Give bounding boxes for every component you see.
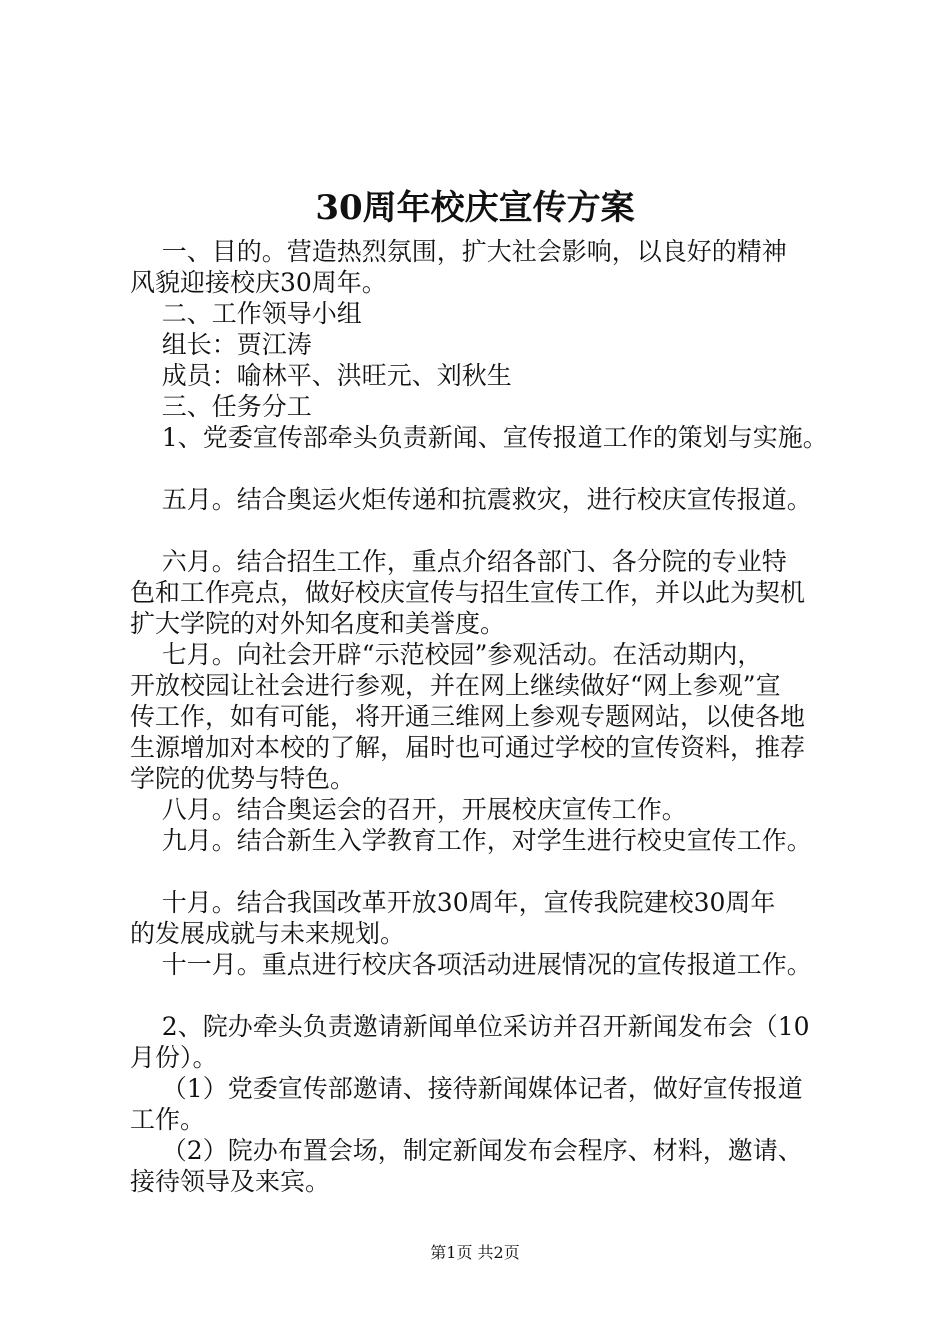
paragraph-line: 九月。结合新生入学教育工作，对学生进行校史宣传工作。 bbox=[130, 826, 812, 855]
paragraph-line: 生源增加对本校的了解，届时也可通过学校的宣传资料，推荐 bbox=[130, 733, 806, 762]
paragraph-line: 组长：贾江涛 bbox=[130, 330, 312, 359]
paragraph-line: 接待领导及来宾。 bbox=[130, 1167, 331, 1196]
paragraph-line: （2）院办布置会场，制定新闻发布会程序、材料，邀请、 bbox=[130, 1136, 803, 1165]
blank-line bbox=[130, 515, 846, 546]
paragraph-line: 成员：喻林平、洪旺元、刘秋生 bbox=[130, 361, 512, 390]
paragraph-line: 三、任务分工 bbox=[130, 392, 312, 421]
paragraph-line: 六月。结合招生工作，重点介绍各部门、各分院的专业特 bbox=[130, 547, 787, 576]
paragraph-line: 扩大学院的对外知名度和美誉度。 bbox=[130, 609, 506, 638]
paragraph-line: 工作。 bbox=[130, 1105, 206, 1134]
paragraph-line: 五月。结合奥运火炬传递和抗震救灾，进行校庆宣传报道。 bbox=[130, 485, 812, 514]
blank-line bbox=[130, 453, 846, 484]
blank-line bbox=[130, 856, 846, 887]
paragraph-line: 2、院办牵头负责邀请新闻单位采访并召开新闻发布会（10 bbox=[130, 1012, 810, 1041]
paragraph-line: 八月。结合奥运会的召开，开展校庆宣传工作。 bbox=[130, 795, 687, 824]
paragraph-line: 开放校园让社会进行参观，并在网上继续做好“网上参观”宣 bbox=[130, 671, 781, 700]
paragraph-line: 1、党委宣传部牵头负责新闻、宣传报道工作的策划与实施。 bbox=[130, 423, 828, 452]
paragraph-line: 传工作，如有可能，将开通三维网上参观专题网站，以使各地 bbox=[130, 702, 806, 731]
paragraph-line: 学院的优势与特色。 bbox=[130, 764, 356, 793]
paragraph-line: （1）党委宣传部邀请、接待新闻媒体记者，做好宣传报道 bbox=[130, 1074, 803, 1103]
paragraph-line: 十一月。重点进行校庆各项活动进展情况的宣传报道工作。 bbox=[130, 950, 812, 979]
paragraph-line: 色和工作亮点，做好校庆宣传与招生宣传工作，并以此为契机 bbox=[130, 578, 806, 607]
paragraph-line: 的发展成就与未来规划。 bbox=[130, 919, 406, 948]
paragraph-line: 七月。向社会开辟“示范校园”参观活动。在活动期内， bbox=[130, 640, 763, 669]
blank-line bbox=[130, 980, 846, 1011]
paragraph-line: 月份）。 bbox=[130, 1043, 218, 1072]
paragraph-line: 风貌迎接校庆30周年。 bbox=[130, 268, 387, 297]
paragraph-line: 十月。结合我国改革开放30周年，宣传我院建校30周年 bbox=[130, 888, 776, 917]
page-footer: 第1页 共2页 bbox=[430, 1243, 520, 1262]
document-body bbox=[130, 236, 846, 1197]
paragraph-line: 二、工作领导小组 bbox=[130, 299, 362, 328]
paragraph-line: 一、目的。营造热烈氛围，扩大社会影响，以良好的精神 bbox=[130, 237, 787, 266]
document-title: 30周年校庆宣传方案 bbox=[315, 188, 635, 228]
